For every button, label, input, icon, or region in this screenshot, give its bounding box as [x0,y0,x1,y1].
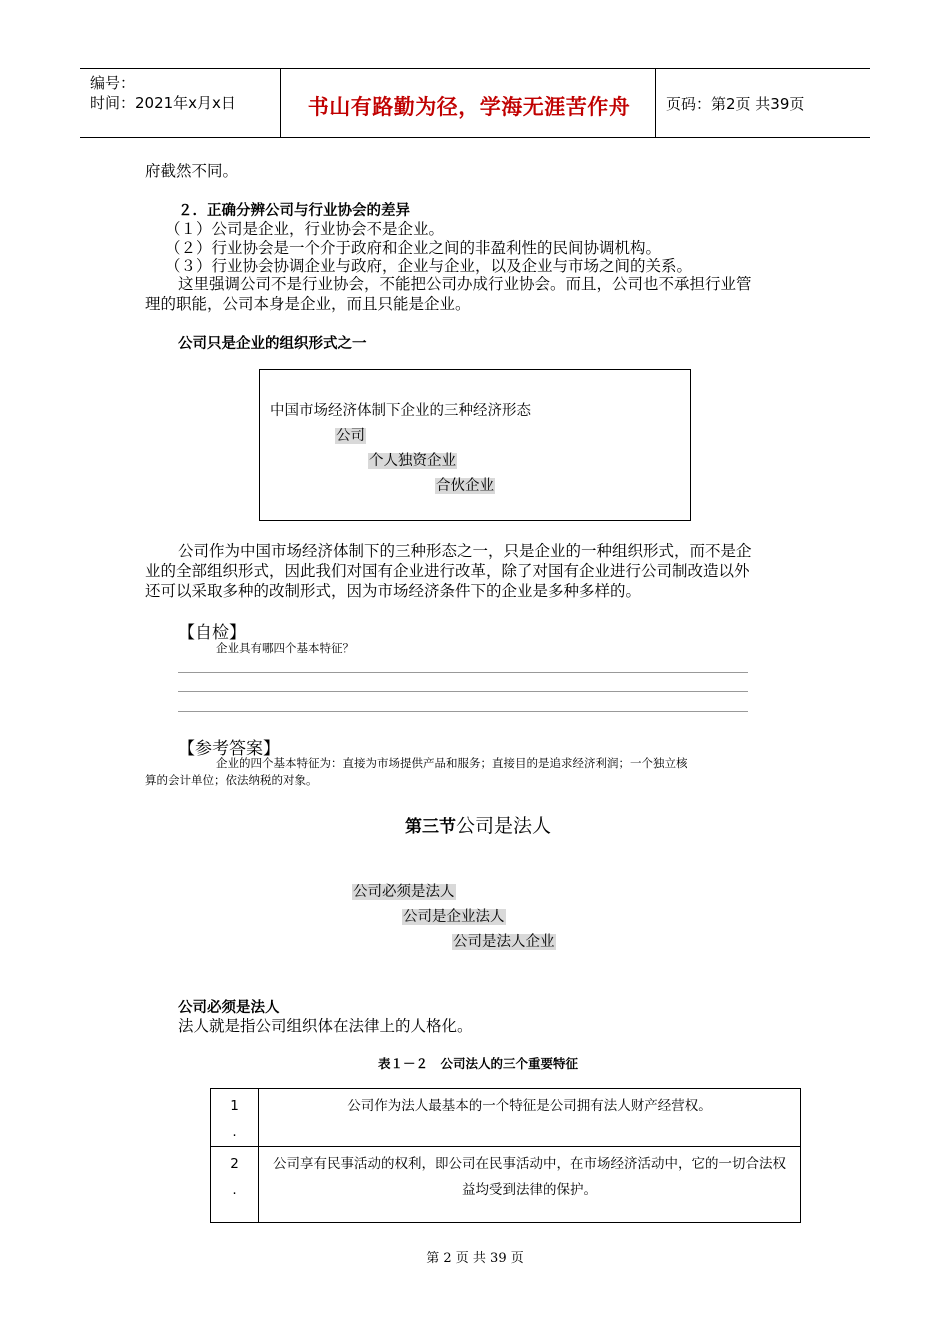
section-2-title: ２．正确分辨公司与行业协会的差异 [178,203,410,219]
paragraph-line: 还可以采取多种的改制形式，因为市场经济条件下的企业是多种多样的。 [145,582,642,600]
document-date: 时间：2021年x月x日 [90,94,236,112]
answer-text: 企业的四个基本特征为：直接为市场提供产品和服务；直接目的是追求经济利润；一个独立核 [216,756,688,770]
section-3-number: 第三节 [405,817,456,837]
heading-org-form: 公司只是企业的组织形式之一 [178,336,367,352]
box-title: 中国市场经济体制下企业的三种经济形态 [270,403,531,419]
selfcheck-title: 【自检】 [178,623,246,643]
row-number-dot: . [232,1182,237,1198]
legal-features-table [210,1088,801,1223]
box-item-company: 公司 [336,428,365,444]
list-item: （１）公司是企业，行业协会不是企业。 [165,220,445,238]
header-left [90,73,236,113]
table-cell-text: 公司作为法人最基本的一个特征是公司拥有法人财产经营权。 [259,1089,801,1147]
header-motto: 书山有路勤为径，学海无涯苦作舟 [307,95,631,119]
row-number: 2 [230,1156,239,1172]
header-divider [280,69,281,137]
header-page-info: 页码：第2页 共39页 [666,95,805,113]
table-row [211,1147,801,1223]
section-3-title [405,811,551,838]
table-caption: 表１－２ 公司法人的三个重要特征 [378,1056,579,1071]
answer-line [178,711,748,712]
document-number-label: 编号： [90,74,136,92]
table-row [211,1089,801,1147]
list-item: （２）行业协会是一个介于政府和企业之间的非盈利性的民间协调机构。 [165,239,662,257]
paragraph-line: 这里强调公司不是行业协会，不能把公司办成行业协会。而且，公司也不承担行业管 [178,275,752,293]
table-cell-number [211,1147,259,1223]
row-number-dot: . [232,1124,237,1140]
answer-title: 【参考答案】 [178,739,280,759]
box-item-partnership: 合伙企业 [436,478,494,494]
answer-line [178,691,748,692]
paragraph-line: 业的全部组织形式，因此我们对国有企业进行改革，除了对国有企业进行公司制改造以外 [145,562,750,580]
page-header [80,68,870,138]
heading-legal-person: 公司必须是法人 [178,1000,280,1016]
intro-line: 府截然不同。 [145,162,239,180]
table-cell-number [211,1089,259,1147]
economic-forms-box [259,369,691,521]
page-footer: 第 2 页 共 39 页 [426,1251,524,1266]
paragraph-line: 理的职能，公司本身是企业，而且只能是企业。 [145,295,471,313]
box-item-sole-proprietorship: 个人独资企业 [369,453,456,469]
section-3-name: 公司是法人 [456,815,552,837]
selfcheck-question: 企业具有哪四个基本特征？ [216,641,354,655]
legal-item: 公司是法人企业 [453,934,555,950]
legal-item: 公司是企业法人 [403,909,505,925]
header-divider [655,69,656,137]
answer-line [178,672,748,673]
row-number: 1 [230,1098,239,1114]
table-cell-text: 公司享有民事活动的权利，即公司在民事活动中，在市场经济活动中，它的一切合法权益均受到法律的保护。 [259,1147,801,1223]
legal-definition: 法人就是指公司组织体在法律上的人格化。 [178,1017,473,1035]
legal-item: 公司必须是法人 [353,884,455,900]
list-item: （３）行业协会协调企业与政府，企业与企业，以及企业与市场之间的关系。 [165,257,693,275]
answer-text: 算的会计单位；依法纳税的对象。 [145,773,318,787]
paragraph-line: 公司作为中国市场经济体制下的三种形态之一，只是企业的一种组织形式，而不是企 [178,542,752,560]
